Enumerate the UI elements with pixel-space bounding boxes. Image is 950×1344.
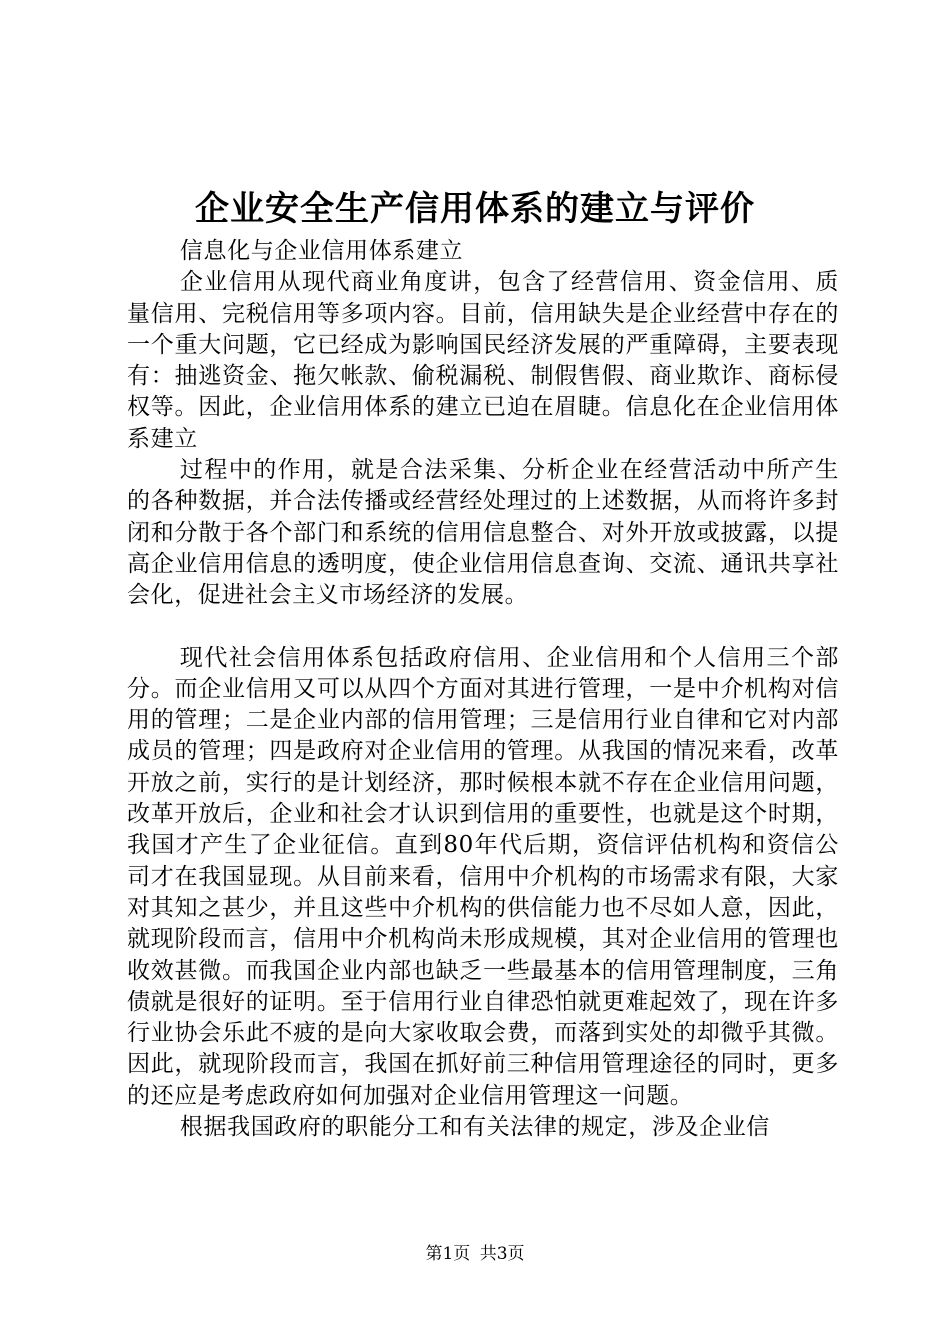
paragraph-4: 根据我国政府的职能分工和有关法律的规定，涉及企业信	[179, 1114, 770, 1141]
section-subtitle: 信息化与企业信用体系建立	[179, 238, 464, 264]
page-total: 共3页	[479, 1244, 525, 1264]
document-body	[127, 236, 839, 1143]
paragraph-1: 企业信用从现代商业角度讲，包含了经营信用、资金信用、质量信用、完税信用等多项内容。目前，信用缺失是企业经营中存在的一个重大问题，它已经成为影响国民经济发展的严重障碍，主要表现有：抽逃资金、拖欠帐款、偷税漏税、制假售假、商业欺诈、商标侵权等。因此，企业信用体系的建立已迫在眉睫。信息化在企业信用体系建立	[127, 269, 839, 452]
paragraph-3: 现代社会信用体系包括政府信用、企业信用和个人信用三个部分。而企业信用又可以从四个方面对其进行管理，一是中介机构对信用的管理；二是企业内部的信用管理；三是信用行业自律和它对内部成员的管理；四是政府对企业信用的管理。从我国的情况来看，改革开放之前，实行的是计划经济，那时候根本就不存在企业信用问题，改革开放后，企业和社会才认识到信用的重要性，也就是这个时期，我国才产生了企业征信。直到80年代后期，资信评估机构和资信公司才在我国显现。从目前来看，信用中介机构的市场需求有限，大家对其知之甚少，并且这些中介机构的供信能力也不尽如人意，因此，就现阶段而言，信用中介机构尚未形成规模，其对企业信用的管理也收效甚微。而我国企业内部也缺乏一些最基本的信用管理制度，三角债就是很好的证明。至于信用行业自律恐怕就更难起效了，现在许多行业协会乐此不疲的是向大家收取会费，而落到实处的却微乎其微。因此，就现阶段而言，我国在抓好前三种信用管理途径的同时，更多的还应是考虑政府如何加强对企业信用管理这一问题。	[127, 644, 839, 1109]
document-title: 企业安全生产信用体系的建立与评价	[195, 189, 755, 229]
page-number: 第1页	[425, 1244, 471, 1264]
paragraph-2: 过程中的作用，就是合法采集、分析企业在经营活动中所产生的各种数据，并合法传播或经营经处理过的上述数据，从而将许多封闭和分散于各个部门和系统的信用信息整合、对外开放或披露，以提高企业信用信息的透明度，使企业信用信息查询、交流、通讯共享社会化，促进社会主义市场经济的发展。	[127, 457, 839, 609]
page-footer	[0, 1242, 950, 1266]
